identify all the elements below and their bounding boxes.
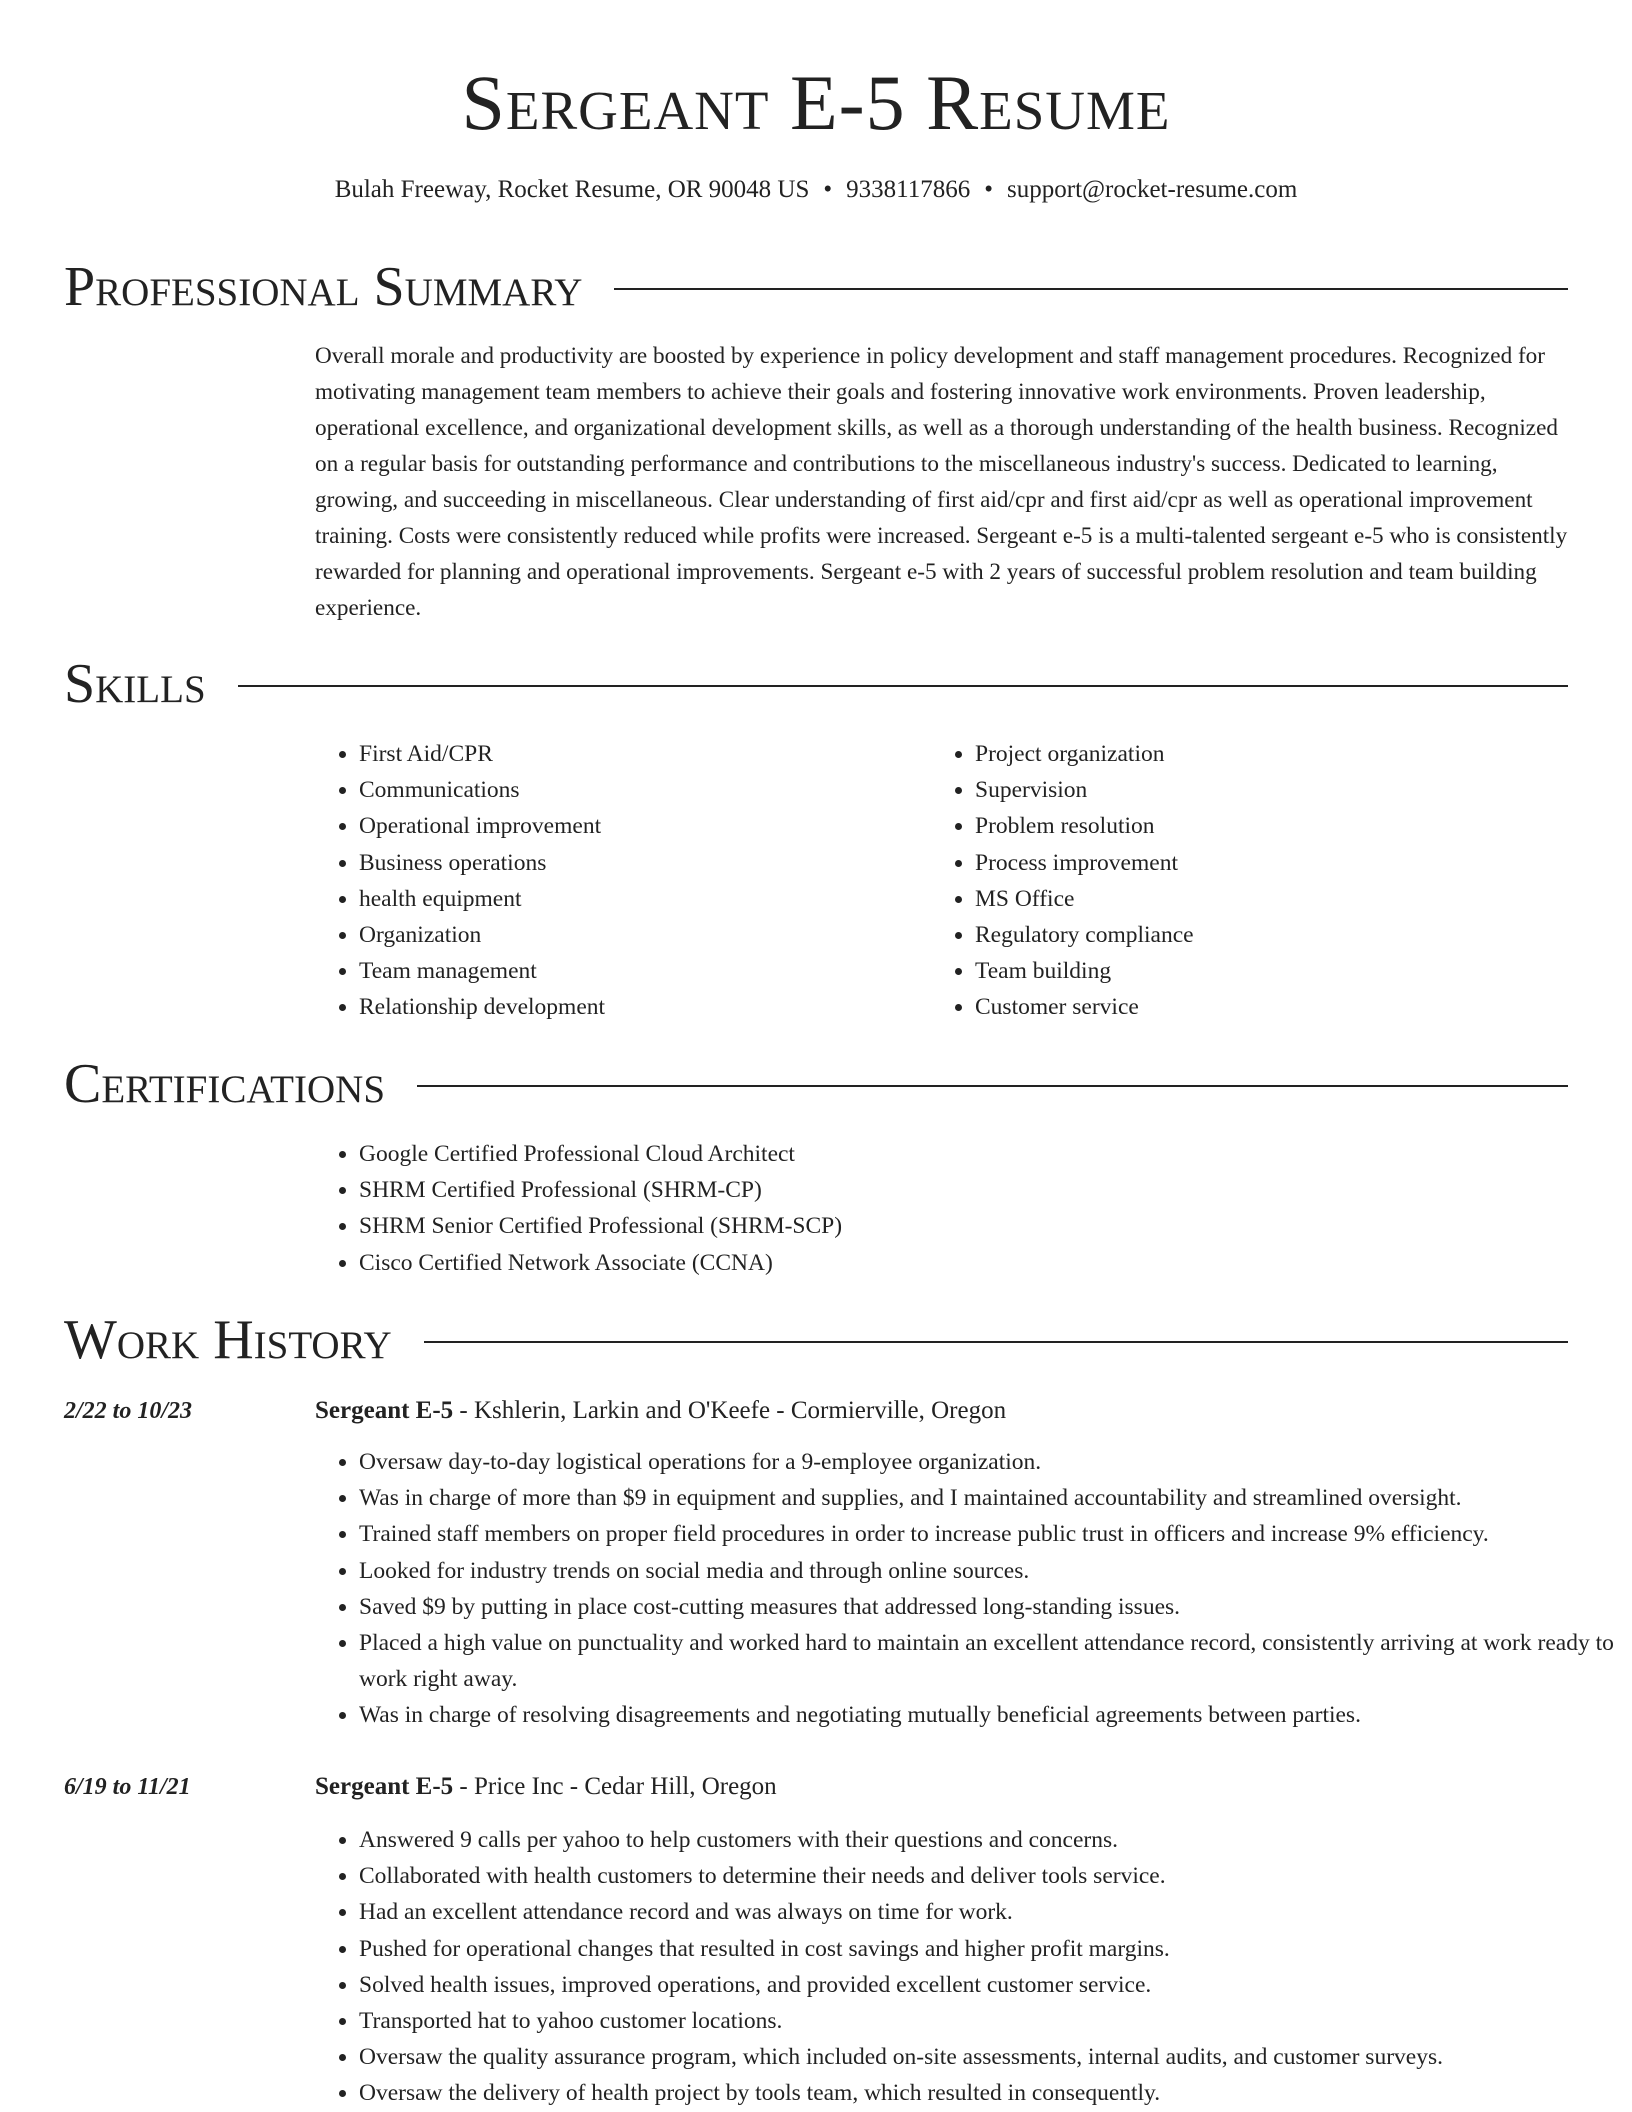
job-bullet: • Transported hat to yahoo customer locations. [359, 2003, 1632, 2039]
certification-item: • SHRM Certified Professional (SHRM-CP) [359, 1172, 1570, 1208]
section-header-work-history [64, 1305, 1568, 1375]
job-bullet-list [315, 1444, 1632, 1734]
job-bullet: • Placed a high value on punctuality and worked hard to maintain an excellent attendance record, consistently arriving at work ready to work right away. [359, 1625, 1632, 1697]
contact-line [0, 174, 1632, 206]
certification-item: • Cisco Certified Network Associate (CCNA) [359, 1245, 1570, 1281]
job-bullet: • Oversaw the delivery of health project by tools team, which resulted in consequently. [359, 2075, 1632, 2111]
skills-list-left [315, 736, 915, 1026]
resume-title: Sergeant E-5 Resume [461, 59, 1171, 146]
skill-item: • Business operations [359, 845, 915, 881]
skill-item: • Customer service [975, 989, 1531, 1025]
section-divider [614, 288, 1568, 290]
job-bullet: • Saved $9 by putting in place cost-cutting measures that addressed long-standing issues. [359, 1589, 1632, 1625]
job-header [315, 1393, 1006, 1429]
skill-item: • health equipment [359, 881, 915, 917]
job-bullets [315, 1444, 1632, 1734]
certifications-block [315, 1136, 1570, 1281]
skill-item: • Communications [359, 772, 915, 808]
section-title-summary: Professional Summary [64, 256, 583, 318]
skills-column-right [931, 736, 1531, 1026]
job-bullet: • Pushed for operational changes that resulted in cost savings and higher profit margins. [359, 1931, 1632, 1967]
job-bullet: • Solved health issues, improved operations, and provided excellent customer service. [359, 1967, 1632, 2003]
skill-item: • Supervision [975, 772, 1531, 808]
job-bullets [315, 1822, 1632, 2112]
job-bullet: • Was in charge of resolving disagreements and negotiating mutually beneficial agreements between parties. [359, 1697, 1632, 1733]
skill-item: • First Aid/CPR [359, 736, 915, 772]
skill-item: • Project organization [975, 736, 1531, 772]
job-bullet-list [315, 1822, 1632, 2112]
section-title-skills: Skills [64, 653, 206, 715]
job-employer-location: - Kshlerin, Larkin and O'Keefe - Cormierville, Oregon [453, 1397, 1007, 1424]
skill-item: • Process improvement [975, 845, 1531, 881]
contact-separator: • [823, 176, 833, 203]
section-divider [417, 1085, 1568, 1087]
section-header-skills [64, 649, 1568, 719]
certifications-list [315, 1136, 1570, 1281]
section-title-certifications: Certifications [64, 1053, 386, 1115]
job-bullet: • Collaborated with health customers to determine their needs and deliver tools service. [359, 1858, 1632, 1894]
skill-item: • Regulatory compliance [975, 917, 1531, 953]
job-bullet: • Looked for industry trends on social media and through online sources. [359, 1553, 1632, 1589]
job-employer-location: - Price Inc - Cedar Hill, Oregon [453, 1773, 777, 1800]
skill-item: • Team building [975, 953, 1531, 989]
certification-item: • SHRM Senior Certified Professional (SHRM-SCP) [359, 1208, 1570, 1244]
job-bullet: • Oversaw the quality assurance program, which included on-site assessments, internal audits, and customer surveys. [359, 2039, 1632, 2075]
job-dates: 6/19 to 11/21 [64, 1774, 191, 1800]
section-divider [238, 685, 1568, 687]
summary-text: Overall morale and productivity are boosted by experience in policy development and staff management procedures. Recognized for motivating management team members to achieve their goals and fostering innovative work environments. Proven leadership, operational excellence, and organizational development skills, as well as a thorough understanding of the health business. Recognized on a regular basis for outstanding performance and contributions to the miscellaneous industry's success. Dedicated to learning, growing, and succeeding in miscellaneous. Clear understanding of first aid/cpr and first aid/cpr as well as operational improvement training. Costs were consistently reduced while profits were increased. Sergeant e-5 is a multi-talented sergeant e-5 who is consistently rewarded for planning and operational improvements. Sergeant e-5 with 2 years of successful problem resolution and team building experience. [315, 343, 1568, 621]
contact-email: support@rocket-resume.com [1007, 176, 1298, 203]
skill-item: • Team management [359, 953, 915, 989]
job-title: Sergeant E-5 [315, 1773, 454, 1800]
section-title-work-history: Work History [64, 1309, 392, 1371]
job-dates: 2/22 to 10/23 [64, 1398, 193, 1424]
contact-phone: 9338117866 [846, 176, 971, 203]
job-bullet: • Trained staff members on proper field procedures in order to increase public trust in officers and increase 9% efficiency. [359, 1516, 1632, 1552]
section-header-certifications [64, 1049, 1568, 1119]
job-header [315, 1769, 777, 1805]
section-header-summary [64, 252, 1568, 322]
certification-item: • Google Certified Professional Cloud Architect [359, 1136, 1570, 1172]
job-title: Sergeant E-5 [315, 1397, 454, 1424]
skills-column-left [315, 736, 915, 1026]
skill-item: • MS Office [975, 881, 1531, 917]
skills-list-right [931, 736, 1531, 1026]
section-divider [424, 1341, 1568, 1343]
skill-item: • Relationship development [359, 989, 915, 1025]
job-bullet: • Oversaw day-to-day logistical operations for a 9-employee organization. [359, 1444, 1632, 1480]
job-bullet: • Had an excellent attendance record and was always on time for work. [359, 1894, 1632, 1930]
contact-separator: • [984, 176, 994, 203]
contact-address: Bulah Freeway, Rocket Resume, OR 90048 US [334, 176, 810, 203]
job-bullet: • Was in charge of more than $9 in equipment and supplies, and I maintained accountability and streamlined oversight. [359, 1480, 1632, 1516]
skill-item: • Problem resolution [975, 808, 1531, 844]
skill-item: • Organization [359, 917, 915, 953]
job-bullet: • Answered 9 calls per yahoo to help customers with their questions and concerns. [359, 1822, 1632, 1858]
skill-item: • Operational improvement [359, 808, 915, 844]
